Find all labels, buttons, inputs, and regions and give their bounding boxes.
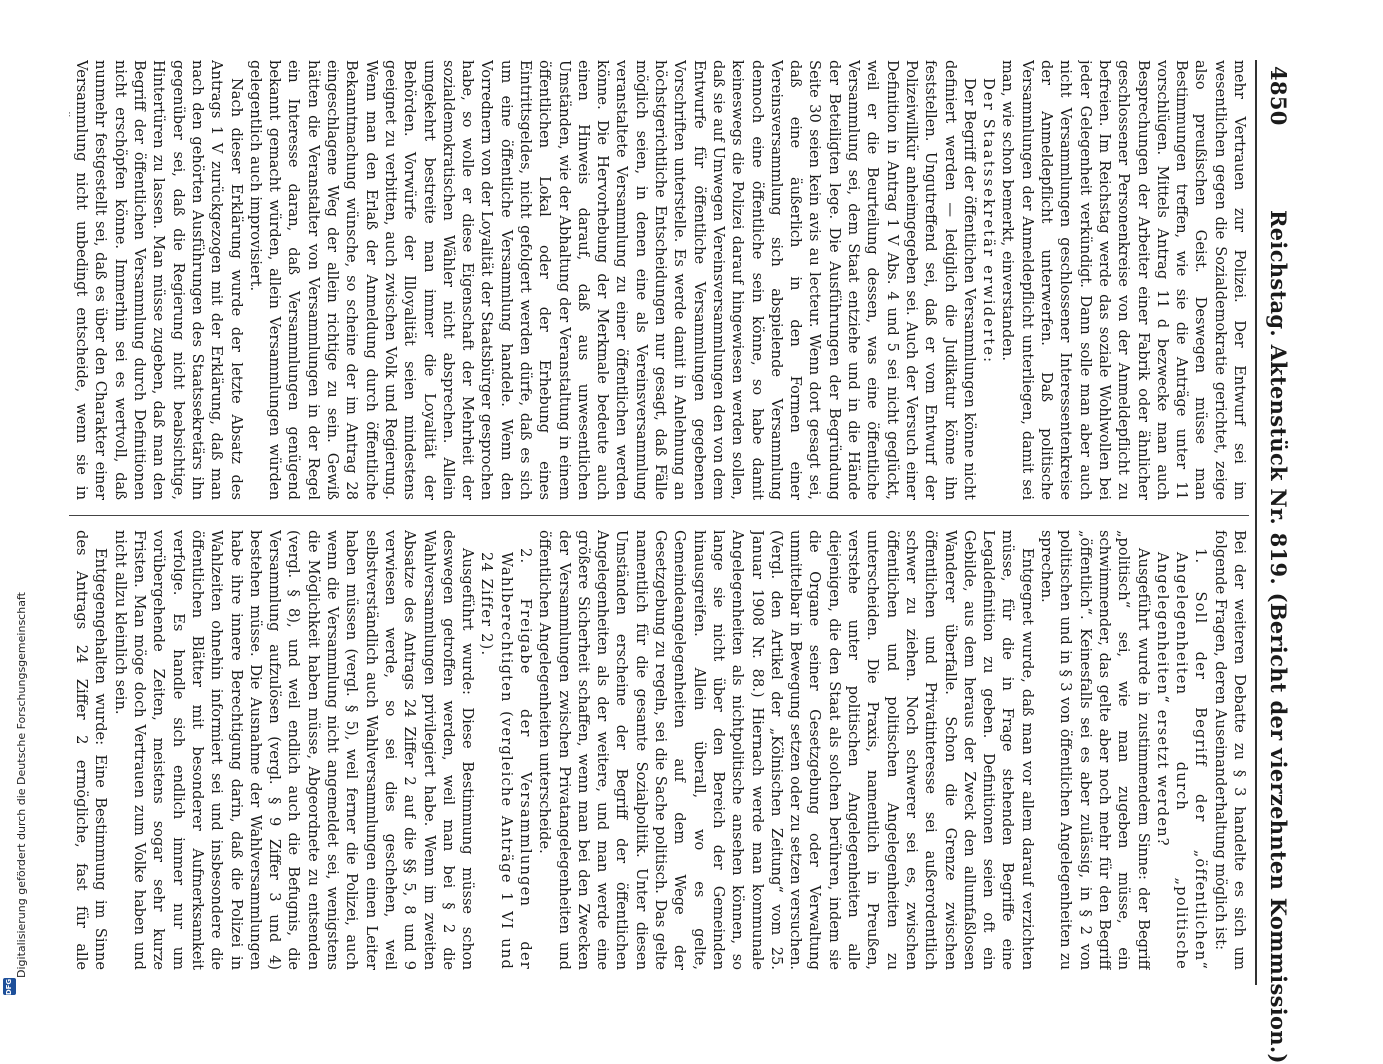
column-divider (69, 515, 1249, 516)
paragraph: Der Begriff der öffentlichen Versammlungen könne nicht definiert werden — lediglich die Judikatur könne ihn feststellen. Ungutreffend sei, daß er vom Entwurf der Polizeiwillkür anheimgegeben sei. Auch der Versuch einer Definition in Antrag 1 V Abs. 4 und 5 sei nicht geglückt, weil er die Beurteilung dessen, was eine öffentliche Versammlung sei, dem Staat entziehe und in die Hände der Beteiligten lege. Die Ausführungen der Begründung Seite 30 seien kein avis au lecteur. Wenn dort gesagt sei, daß eine äußerlich in den Formen einer Vereinsversammlung sich abspielende Versammlung dennoch eine öffentliche sein könne, so habe damit keineswegs die Polizei darauf hingewiesen werden sollen, daß sie auf Umwegen Vereinsversammlungen den von dem Entwurfe für öffentliche Versammlungen gegebenen Vorschriften unterstelle. Es werde damit in Anlehnung an höchstgerichtliche Entscheidungen nur gesagt, daß Fälle möglich seien, in denen eine als Vereinsversammlung veranstaltete Versammlung zu einer öffentlichen werden könne. Die Hervorhebung der Merkmale bedeute auch einen Hinweis darauf, daß aus unwesentlichen Umständen, wie der Abhaltung der Veranstaltung in einem öffentlichen Lokal oder der Erhebung eines Eintrittsgeldes, nicht gefolgert werden dürfe, daß es sich um eine öffentliche Versammlung handele. Wenn den Vorrednern von der Loyalität der Staatsbürger gesprochen habe, so wolle er diese Eigenschaft der Mehrheit der sozialdemokratischen Wähler nicht absprechen. Allein umgekehrt bestreite man immer die Loyalität der Behörden. Vorwürfe der Illoyalität seien mindestens geeignet zu verbitten, auch zwischen Volk und Regierung. Wenn man den Erlaß der Anmeldung durch öffentliche Bekanntmachung wünsche, so scheine der im Antrag 28 eingeschlagene Weg der allein richtige zu sein. Gewiß hätten die Veranstalter von Versammlungen in der Regel ein Interesse daran, daß Versammlungen genügend bekannt gemacht würden, allein Versammlungen würden gelegentlich auch improvisiert. (246, 60, 978, 500)
header-rule (1255, 60, 1257, 985)
running-head (1259, 60, 1293, 1064)
paragraph: Ausgeführt wurde in zustimmendem Sinne: der Begriff „politisch“ sei, wie man zugeben müsse, ein schwimmender, das gelte aber noch mehr für den Begriff „öffentlich“. Keinesfalls sei es aber zulässig, in § 2 von politischen und in § 3 von öffentlichen Angelegenheiten zu sprechen. (1038, 530, 1152, 970)
credit-text: Digitalisierung gefördert durch die Deutsche Forschungsgemeinschaft (15, 592, 28, 978)
digitization-credit (0, 0, 28, 1000)
paragraph: Entgegnet wurde, daß man vor allem darauf verzichten müsse, für die in Frage stehenden Begriffe eine Legaldefinition zu geben. Definitionen seien oft ein Gebilde, aus dem heraus der Zweck den allumfaßlosen Wanderer überfalle. Schon die Grenze zwischen öffentlichen und Privatinteresse sei außerordentlich schwer zu ziehen. Noch schwerer sei es, zwischen öffentlichen und politischen Angelegenheiten zu unterscheiden. Die Praxis, namentlich in Preußen, verstehe unter politischen Angelegenheiten alle diejenigen, die den Staat als solchen berühren, indem sie die Organe seiner Gesetzgebung oder Verwaltung unmittelbar in Bewegung setzen oder zu setzen versuchen. (Vergl. den Artikel der „Kölnischen Zeitung“ vom 25. Januar 1908 Nr. 88.) Hiernach werde man kommunale Angelegenheiten als nichtpolitische ansehen können, so lange sie nicht über den Bereich der Gemeinden hinausgreifen. Allein überall, wo es gelte, Gemeindeangelegenheiten auf dem Wege der Gesetzgebung zu regeln, sei die Sache politisch. Das gelte namentlich für die gesamte Sozialpolitik. Unter diesen Umständen erscheine der Begriff der öffentlichen Angelegenheiten als der weitere, und man werde eine größere Sicherheit schaffen, wenn man bei den Zwecken der Versammlungen zwischen Privatangelegenheiten und öffentlichen Angelegenheiten unterscheide. (536, 530, 1036, 970)
dfg-logo-icon (3, 978, 16, 995)
paragraph: Entgegengehalten wurde: Eine Bestimmung im Sinne des Antrags 24 Ziffer 2 ermögliche, fast für alle (73, 530, 110, 970)
question-item: 2. Freigabe der Versammlungen der Wahlberechtigten (vergleiche Anträge 1 VI und 24 Ziffer 2). (478, 548, 535, 970)
paragraph: Ausgeführt wurde: Diese Bestimmung müsse schon deswegen getroffen werden, weil man bei § 2 die Wahlversammlungen privilegiert habe. Wenn im zweiten Absatze des Antrags 24 Ziffer 2 auf die §§ 5, 8 und 9 verwiesen werde, so sei dies geschehen, weil selbstverständlich auch Wahlversammlungen einen Leiter haben müssen (vergl. § 5), weil ferner die Polizei, auch wenn die Versammlung nicht angemeldet sei, wenigstens die Möglichkeit haben müsse, Abgeordnete zu entsenden (vergl. § 8), und weil endlich auch die Befugnis, die Versammlung aufzulösen (vergl. § 9 Ziffer 3 und 4) bestehen müsse. Die Ausnahme der Wahlversammlungen habe ihre innere Berechtigung darin, daß die Polizei in Wahlzeiten ohnehin informiert sei und insbesondere die öffentlichen Blätter mit besonderer Aufmerksamkeit verfolge. Es handle sich endlich immer nur um vorübergehende Zeiten, meistens sogar sehr kurze Fristen. Man möge doch Vertrauen zum Volke haben und nicht allzu kleinlich sein. (111, 530, 477, 970)
page-number: 4850 (1266, 66, 1291, 126)
paragraph: Nach dieser Erklärung wurde der letzte Absatz des Antrags 1 V zurückgezogen mit der Erklärung, daß man nach den gehörten Ausführungen des Staatssekretärs ihn gegenüber sei, daß die Regierung nicht beabsichtige, Hintertüren zu lassen. Man müsse zugeben, daß man den Begriff der öffentlichen Versammlung durch Definitionen nicht erschöpfen könne. Immerhin sei es wertvoll, daß nunmehr festgestellt sei, daß es über den Charakter einer Versammlung nicht unbedingt entscheide, wenn sie in (73, 60, 245, 500)
text-column-right (69, 530, 1249, 970)
paragraph: Bei der weiteren Debatte zu § 3 handelte es sich um folgende Fragen, deren Auseinanderhaltung möglich ist: (1211, 530, 1248, 970)
dfg-logo-text: DFG (5, 978, 14, 995)
paragraph-subhead: Der Staatssekretär erwiderte: (980, 78, 998, 365)
paragraph: mehr Vertrauen zur Polizei. Der Entwurf sei im wesentlichen gegen die Sozialdemokratie gerichtet, zeige also preußischen Geist. Deswegen müsse man Bestimmungen treffen, wie sie die Anträge unter 11 vorschlügen. Mittels Antrag 11 d bezwecke man auch Besprechungen der Arbeiter einer Fabrik oder ähnlicher geschlossener Personenkreise von der Anmeldepflicht zu befreien. Im Reichstag werde das soziale Wohlwollen bei jeder Gelegenheit verkündigt. Dann solle man aber auch nicht Versammlungen geschlossener Interessentenkreise der Anmeldepflicht unterwerfen. Daß politische Versammlungen der Anmeldepflicht unterliegen, damit sei man, wie schon bemerkt, einverstanden. (999, 60, 1248, 500)
page-title: Reichstag. Aktenstück Nr. 819. (Bericht der vierzehnten Kommission.) (1266, 210, 1291, 1064)
rotated-page-sheet (63, 60, 1293, 1064)
text-column-left (69, 60, 1249, 500)
question-item: 1. Soll der Begriff der „öffentlichen“ Angelegenheiten durch „politische Angelegenheiten“ ersetzt werden? (1153, 548, 1210, 970)
